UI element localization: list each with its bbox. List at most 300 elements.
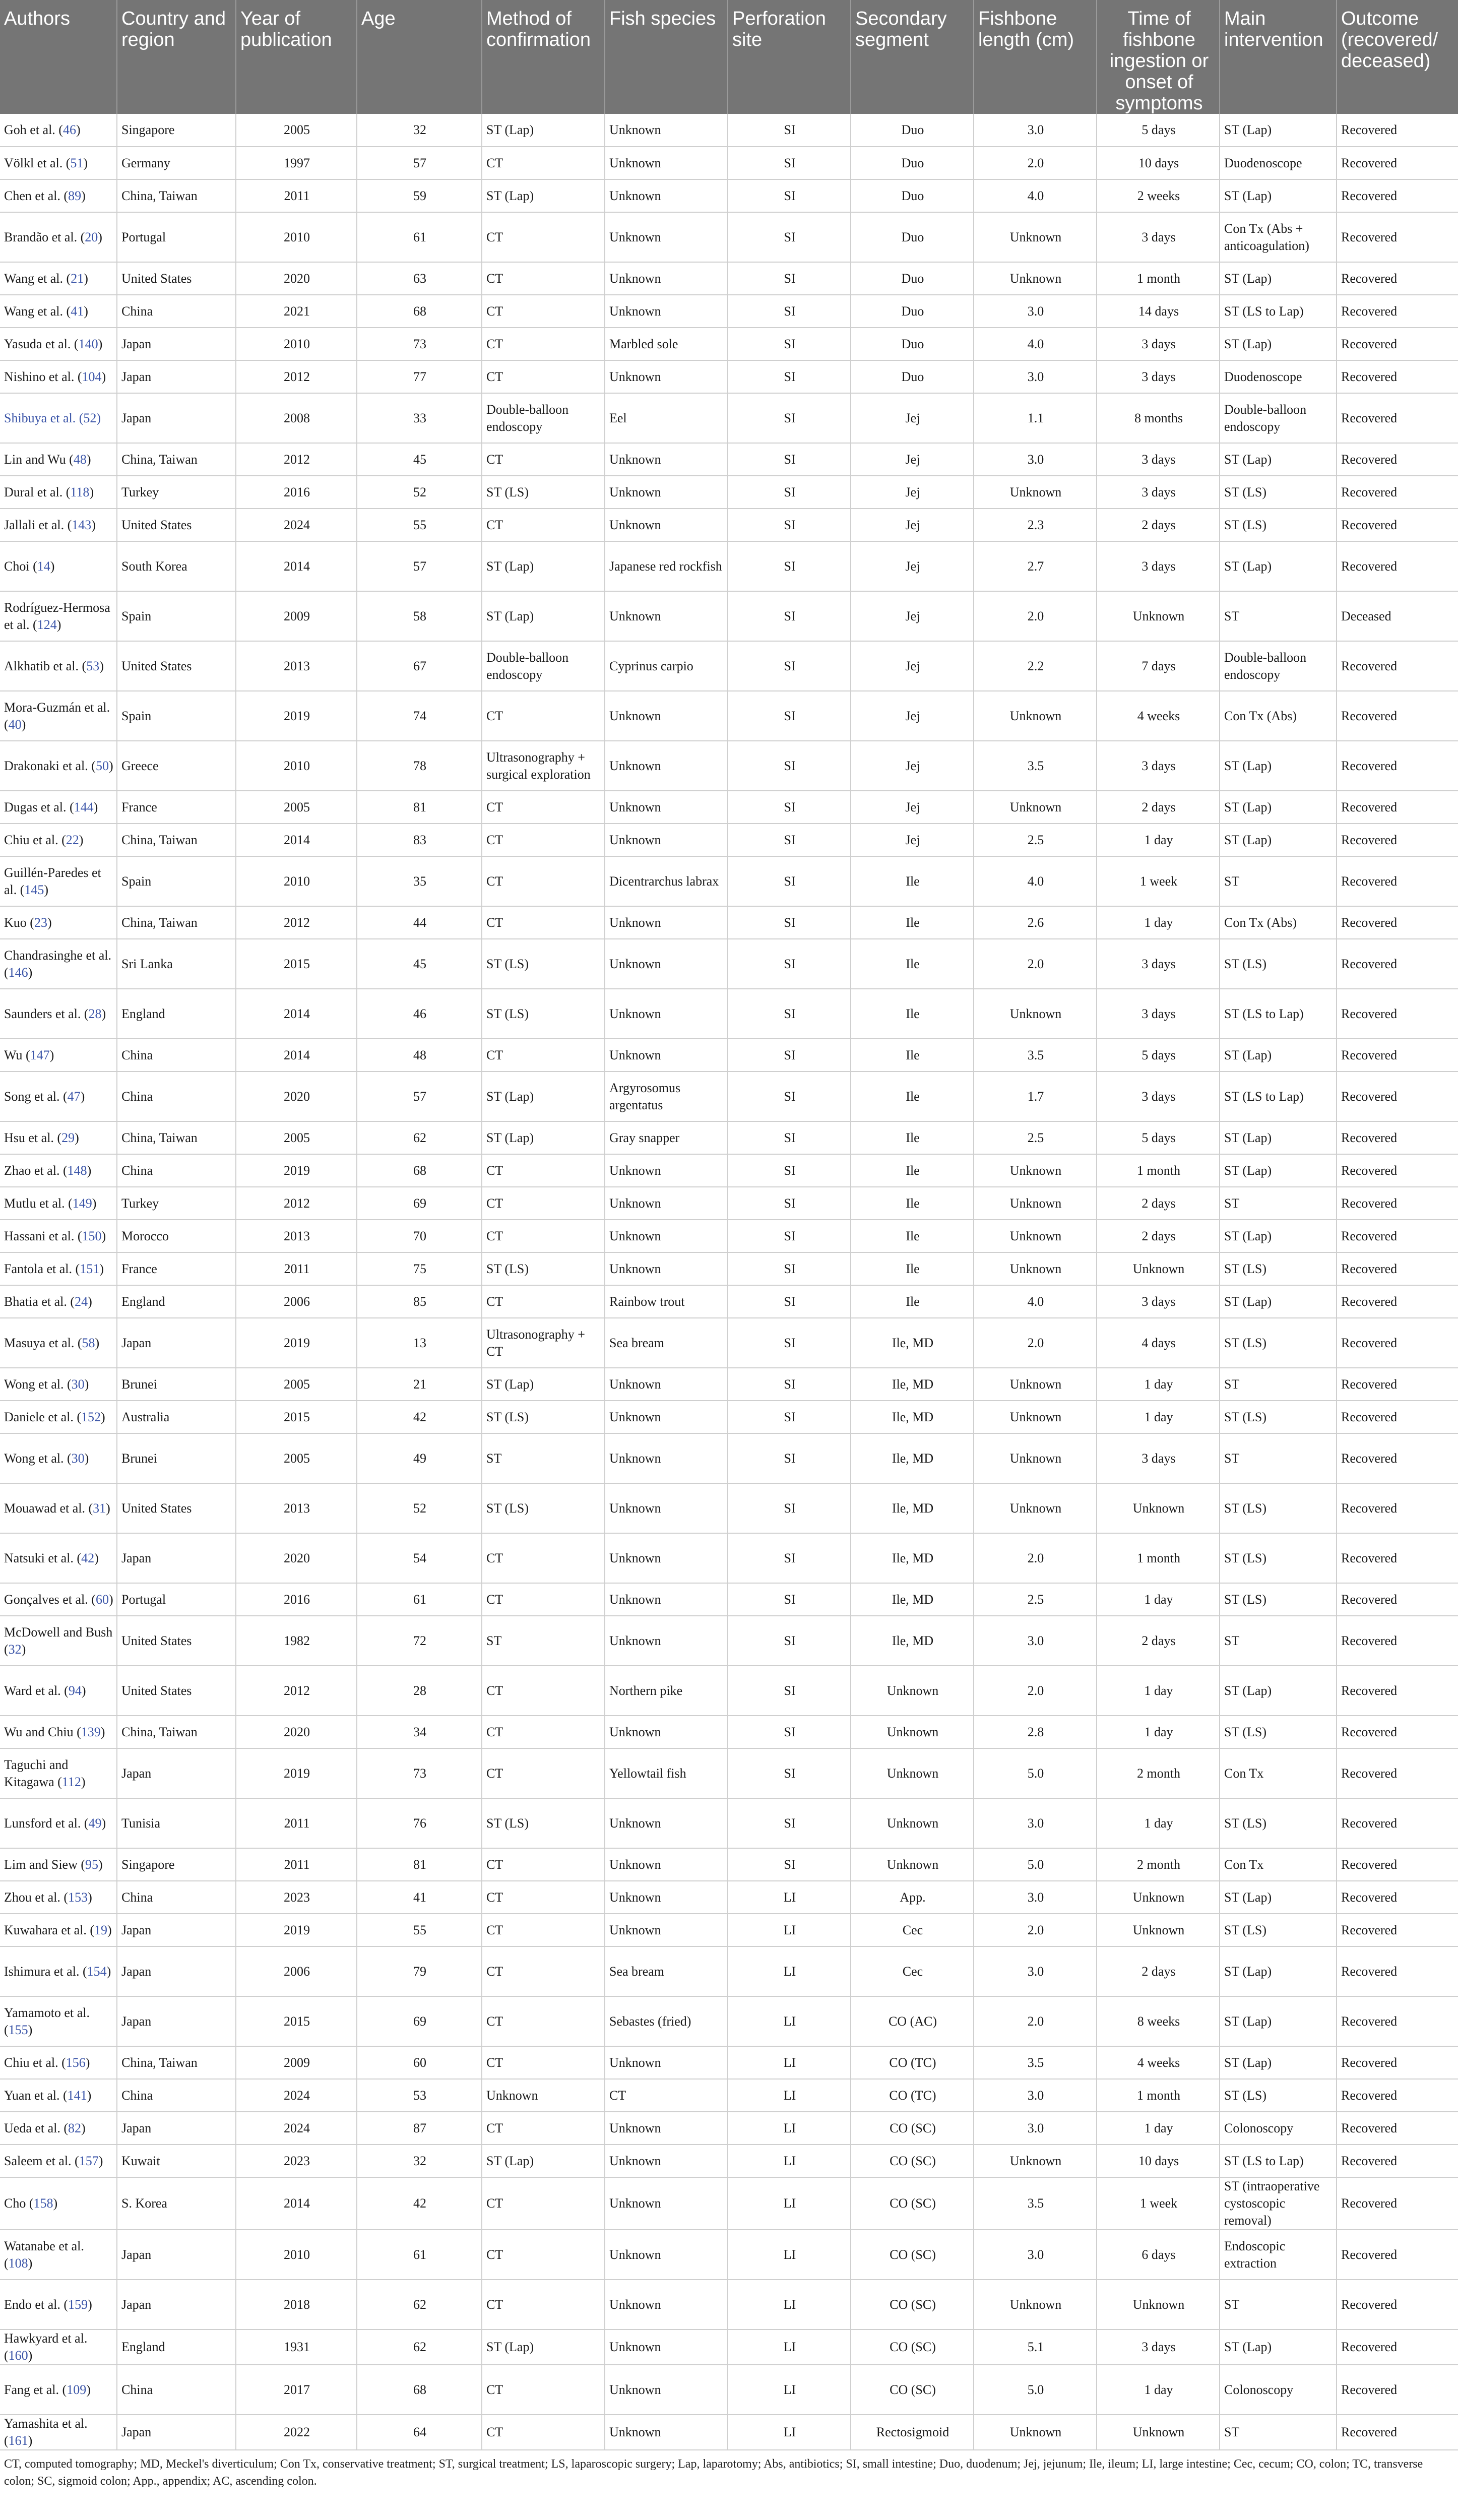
method-cell: CT [482,1881,605,1914]
time-cell: Unknown [1097,1252,1220,1285]
intervention-cell: Duodenoscope [1220,360,1337,393]
method-cell: CT [482,1039,605,1072]
year-cell: 2015 [236,1401,357,1433]
year-cell: 2013 [236,1483,357,1533]
segment-cell: Ile [851,989,974,1039]
age-cell: 68 [357,2365,482,2415]
length-cell: 3.5 [974,1039,1097,1072]
age-cell: 32 [357,114,482,147]
method-cell: CT [482,1285,605,1318]
year-cell: 1931 [236,2329,357,2365]
time-cell: 3 days [1097,541,1220,591]
segment-cell: CO (TC) [851,2046,974,2079]
reference-link[interactable]: 51 [70,155,84,170]
year-cell: 2014 [236,541,357,591]
length-cell: 3.0 [974,2079,1097,2112]
outcome-cell: Recovered [1337,1996,1458,2046]
site-cell: SI [728,1401,851,1433]
fish-cell: Unknown [605,1433,728,1483]
segment-cell: Unknown [851,1716,974,1748]
age-cell: 45 [357,939,482,989]
country-cell: Singapore [117,114,236,147]
reference-link[interactable]: 124 [37,617,57,632]
length-cell: 3.5 [974,2177,1097,2230]
reference-link[interactable]: 23 [34,915,47,930]
segment-cell: CO (SC) [851,2365,974,2415]
col-header-site: Perforation site [728,0,851,114]
author-suffix: ) [28,2433,33,2448]
table-row [0,1368,1458,1401]
reference-link[interactable]: 112 [61,1774,81,1789]
intervention-cell: ST (Lap) [1220,1121,1337,1154]
time-cell: 1 month [1097,2079,1220,2112]
country-cell: China [117,2365,236,2415]
author-suffix: ) [84,271,88,286]
method-cell: ST (LS) [482,939,605,989]
author-suffix: ) [94,1550,99,1565]
fish-cell: CT [605,2079,728,2112]
site-cell: SI [728,147,851,179]
site-cell: SI [728,591,851,641]
time-cell: 3 days [1097,741,1220,791]
segment-cell: Ile [851,939,974,989]
length-cell: 3.5 [974,741,1097,791]
method-cell: Double-balloon endoscopy [482,393,605,443]
length-cell: 3.0 [974,295,1097,328]
site-cell: SI [728,856,851,906]
col-header-year: Year of publication [236,0,357,114]
site-cell: SI [728,1187,851,1220]
author-cell [0,212,117,262]
reference-link[interactable]: 148 [67,1163,87,1178]
author-suffix: ) [81,188,86,203]
table-row [0,2112,1458,2145]
reference-link[interactable]: 150 [82,1228,102,1243]
reference-link[interactable]: 60 [95,1592,109,1607]
year-cell: 2012 [236,1187,357,1220]
author-suffix: ) [93,799,98,814]
reference-link[interactable]: 140 [78,336,98,351]
age-cell: 73 [357,1748,482,1798]
author-name: Lunsford et al. ( [4,1815,89,1831]
author-suffix: ) [86,2382,91,2397]
reference-link[interactable]: 156 [66,2055,86,2070]
outcome-cell: Recovered [1337,1946,1458,1996]
country-cell: Tunisia [117,1798,236,1848]
age-cell: 28 [357,1666,482,1716]
site-cell: SI [728,443,851,476]
outcome-cell: Recovered [1337,1121,1458,1154]
outcome-cell: Recovered [1337,1072,1458,1121]
intervention-cell: ST (Lap) [1220,1285,1337,1318]
reference-link[interactable]: 22 [66,832,79,847]
reference-link[interactable]: 21 [71,271,84,286]
author-cell [0,1583,117,1616]
site-cell: LI [728,2046,851,2079]
method-cell: CT [482,1187,605,1220]
year-cell: 2010 [236,2230,357,2280]
length-cell: 5.0 [974,2365,1097,2415]
length-cell: 4.0 [974,1285,1097,1318]
age-cell: 52 [357,1483,482,1533]
outcome-cell: Recovered [1337,1154,1458,1187]
method-cell: CT [482,509,605,541]
time-cell: 14 days [1097,295,1220,328]
outcome-cell: Recovered [1337,691,1458,741]
intervention-cell: ST (LS to Lap) [1220,1072,1337,1121]
reference-link[interactable]: 30 [71,1451,85,1466]
author-suffix: ) [106,1500,110,1516]
author-name: Mora-Guzmán et al. ( [4,700,110,732]
fish-cell: Unknown [605,1914,728,1946]
reference-link[interactable]: 42 [81,1550,95,1565]
country-cell: Japan [117,2415,236,2450]
author-cell [0,2280,117,2329]
author-suffix: ) [101,1815,106,1831]
reference-link[interactable]: 40 [8,717,22,732]
country-cell: Spain [117,856,236,906]
method-cell: ST (Lap) [482,114,605,147]
author-name: Chiu et al. ( [4,832,66,847]
site-cell: SI [728,1716,851,1748]
author-suffix: ) [81,2120,86,2135]
site-cell: SI [728,824,851,856]
reference-link[interactable]: 41 [71,303,84,319]
reference-link[interactable]: 152 [81,1409,101,1424]
method-cell: ST (Lap) [482,2145,605,2177]
length-cell: 2.0 [974,1318,1097,1368]
intervention-cell: Con Tx [1220,1848,1337,1881]
fish-cell: Gray snapper [605,1121,728,1154]
author-suffix: ) [28,2022,33,2037]
site-cell: SI [728,114,851,147]
site-cell: LI [728,2079,851,2112]
segment-cell: Jej [851,443,974,476]
table-row [0,2079,1458,2112]
segment-cell: CO (AC) [851,1996,974,2046]
intervention-cell: ST (Lap) [1220,1946,1337,1996]
length-cell: 1.1 [974,393,1097,443]
age-cell: 57 [357,147,482,179]
table-row [0,295,1458,328]
site-cell: SI [728,1121,851,1154]
author-suffix: ) [84,1451,89,1466]
reference-link[interactable]: 32 [8,1642,22,1657]
site-cell: SI [728,1252,851,1285]
fish-cell: Unknown [605,1187,728,1220]
reference-link[interactable]: 157 [79,2153,99,2168]
author-suffix: ) [98,2153,103,2168]
reference-link[interactable]: 94 [68,1683,82,1698]
time-cell: 1 day [1097,2112,1220,2145]
age-cell: 67 [357,641,482,691]
reference-link[interactable]: 153 [68,1889,88,1905]
site-cell: SI [728,741,851,791]
intervention-cell: ST (LS) [1220,1252,1337,1285]
country-cell: Brunei [117,1433,236,1483]
country-cell: United States [117,262,236,295]
outcome-cell: Recovered [1337,476,1458,509]
country-cell: England [117,1285,236,1318]
table-row [0,2230,1458,2280]
site-cell: SI [728,1433,851,1483]
year-cell: 2012 [236,1666,357,1716]
reference-link[interactable]: 82 [68,2120,82,2135]
author-cell [0,1121,117,1154]
reference-link[interactable]: 139 [81,1724,101,1739]
time-cell: 1 month [1097,1154,1220,1187]
author-suffix: ) [21,1642,26,1657]
time-cell: 5 days [1097,1039,1220,1072]
reference-link[interactable]: 29 [61,1130,75,1145]
time-cell: 4 days [1097,1318,1220,1368]
fish-cell: Unknown [605,147,728,179]
reference-link[interactable]: 31 [93,1500,106,1516]
outcome-cell: Recovered [1337,791,1458,824]
reference-link[interactable]: 109 [67,2382,87,2397]
table-row [0,2046,1458,2079]
length-cell: 4.0 [974,328,1097,360]
year-cell: 2014 [236,989,357,1039]
country-cell: China, Taiwan [117,824,236,856]
col-header-length: Fishbone length (cm) [974,0,1097,114]
country-cell: Australia [117,1401,236,1433]
age-cell: 68 [357,295,482,328]
outcome-cell: Recovered [1337,906,1458,939]
reference-link[interactable]: 14 [37,558,50,574]
age-cell: 42 [357,1401,482,1433]
length-cell: 2.6 [974,906,1097,939]
year-cell: 2024 [236,2112,357,2145]
fish-cell: Rainbow trout [605,1285,728,1318]
reference-link[interactable]: 151 [80,1261,100,1276]
fish-cell: Unknown [605,1039,728,1072]
reference-link[interactable]: 30 [71,1376,85,1392]
reference-link[interactable]: 46 [62,122,76,137]
reference-link[interactable]: 49 [88,1815,102,1831]
author-cell [0,691,117,741]
year-cell: 2014 [236,824,357,856]
length-cell: 3.0 [974,114,1097,147]
site-cell: SI [728,328,851,360]
year-cell: 2019 [236,1914,357,1946]
table-row [0,443,1458,476]
age-cell: 32 [357,2145,482,2177]
fish-cell: Unknown [605,989,728,1039]
country-cell: United States [117,509,236,541]
intervention-cell: ST (LS) [1220,509,1337,541]
reference-link[interactable]: 95 [85,1857,99,1872]
author-name: Zhou et al. ( [4,1889,69,1905]
outcome-cell: Recovered [1337,1881,1458,1914]
table-row [0,1483,1458,1533]
author-suffix: ) [88,2297,92,2312]
length-cell: Unknown [974,791,1097,824]
reference-link[interactable]: 147 [30,1047,50,1062]
fish-cell: Unknown [605,360,728,393]
fish-cell: Sebastes (fried) [605,1996,728,2046]
intervention-cell: ST (Lap) [1220,741,1337,791]
reference-link[interactable]: 144 [74,799,94,814]
outcome-cell: Recovered [1337,824,1458,856]
reference-link[interactable]: 58 [82,1335,95,1350]
reference-link[interactable]: 89 [68,188,82,203]
fish-cell: Eel [605,393,728,443]
country-cell: France [117,791,236,824]
age-cell: 77 [357,360,482,393]
time-cell: 3 days [1097,1072,1220,1121]
segment-cell: Cec [851,1914,974,1946]
outcome-cell: Recovered [1337,1666,1458,1716]
author-suffix: ) [28,2255,33,2271]
reference-link[interactable]: 141 [67,2088,87,2103]
time-cell: 2 month [1097,1748,1220,1798]
fish-cell: Unknown [605,1798,728,1848]
intervention-cell: ST (Lap) [1220,114,1337,147]
site-cell: LI [728,1914,851,1946]
method-cell: CT [482,1848,605,1881]
site-cell: SI [728,1533,851,1583]
method-cell: CT [482,824,605,856]
intervention-cell: ST (LS) [1220,1716,1337,1748]
intervention-cell: ST (intraoperative cystoscopic removal) [1220,2177,1337,2230]
table-row [0,1401,1458,1433]
reference-link[interactable]: 158 [33,2196,53,2211]
reference-link[interactable]: 108 [8,2255,28,2271]
reference-link[interactable]: 155 [8,2022,28,2037]
author-cell [0,1252,117,1285]
reference-link[interactable]: 146 [8,965,28,980]
intervention-cell: ST (Lap) [1220,541,1337,591]
author-name: Hassani et al. ( [4,1228,82,1243]
time-cell: 10 days [1097,2145,1220,2177]
author-cell [0,2415,117,2450]
reference-link[interactable]: 145 [24,882,44,897]
reference-link[interactable]: 20 [85,229,98,244]
site-cell: SI [728,509,851,541]
reference-link[interactable]: 53 [86,658,100,673]
table-row [0,1583,1458,1616]
author-suffix: ) [100,1724,105,1739]
author-name: Choi ( [4,558,37,574]
reference-link[interactable]: 161 [8,2433,28,2448]
intervention-cell: ST [1220,1368,1337,1401]
age-cell: 49 [357,1433,482,1483]
intervention-cell: ST (Lap) [1220,262,1337,295]
intervention-cell: ST (Lap) [1220,1996,1337,2046]
length-cell: 3.0 [974,2230,1097,2280]
author-cell [0,1401,117,1433]
year-cell: 2011 [236,179,357,212]
method-cell: CT [482,906,605,939]
author-suffix: ) [83,155,88,170]
table-row [0,2415,1458,2450]
age-cell: 62 [357,2280,482,2329]
year-cell: 2021 [236,295,357,328]
method-cell: CT [482,295,605,328]
year-cell: 2012 [236,906,357,939]
site-cell: LI [728,1996,851,2046]
author-suffix: ) [21,717,26,732]
country-cell: Japan [117,1748,236,1798]
time-cell: 1 day [1097,1583,1220,1616]
country-cell: Japan [117,2230,236,2280]
reference-link[interactable]: 48 [73,452,87,467]
reference-link[interactable]: 159 [68,2297,88,2312]
author-cell [0,1848,117,1881]
author-name: Endo et al. ( [4,2297,69,2312]
site-cell: SI [728,476,851,509]
length-cell: 2.7 [974,541,1097,591]
author-cell [0,1154,117,1187]
year-cell: 2022 [236,2415,357,2450]
method-cell: CT [482,212,605,262]
country-cell: United States [117,1616,236,1666]
country-cell: Turkey [117,1187,236,1220]
reference-link[interactable]: 28 [88,1006,102,1021]
author-name: Taguchi and Kitagawa ( [4,1757,69,1789]
intervention-cell: ST (LS) [1220,1533,1337,1583]
reference-link[interactable]: 149 [72,1195,92,1211]
age-cell: 83 [357,824,482,856]
author-cell [0,1616,117,1666]
reference-link[interactable]: 154 [87,1964,107,1979]
method-cell: ST (Lap) [482,179,605,212]
intervention-cell: ST (Lap) [1220,328,1337,360]
time-cell: 1 day [1097,1716,1220,1748]
reference-link[interactable]: 143 [72,517,92,532]
reference-link[interactable]: 50 [95,758,109,773]
age-cell: 72 [357,1616,482,1666]
length-cell: 2.5 [974,1583,1097,1616]
reference-link[interactable]: 118 [70,484,90,499]
time-cell: 1 day [1097,1798,1220,1848]
table-row [0,989,1458,1039]
outcome-cell: Recovered [1337,939,1458,989]
author-name: Wang et al. ( [4,271,71,286]
fish-cell: Unknown [605,212,728,262]
reference-link[interactable]: 160 [8,2348,28,2363]
author-cell [0,2046,117,2079]
author-suffix: ) [108,1592,113,1607]
length-cell: 3.0 [974,1946,1097,1996]
fish-cell: Unknown [605,2112,728,2145]
time-cell: 2 days [1097,1616,1220,1666]
segment-cell: Cec [851,1946,974,1996]
time-cell: 3 days [1097,989,1220,1039]
country-cell: Singapore [117,1848,236,1881]
author-cell [0,1187,117,1220]
outcome-cell: Recovered [1337,328,1458,360]
time-cell: 7 days [1097,641,1220,691]
author-name: Wong et al. ( [4,1451,72,1466]
segment-cell: Jej [851,641,974,691]
reference-link[interactable]: 24 [75,1294,88,1309]
reference-link[interactable]: 47 [67,1089,81,1104]
reference-link[interactable]: 19 [94,1922,108,1937]
table-row [0,691,1458,741]
author-name: Wu and Chiu ( [4,1724,81,1739]
country-cell: Japan [117,1946,236,1996]
method-cell: CT [482,2177,605,2230]
segment-cell: Jej [851,741,974,791]
reference-link[interactable]: 104 [82,369,102,384]
intervention-cell: Colonoscopy [1220,2365,1337,2415]
fish-cell: Unknown [605,2145,728,2177]
reference-link[interactable]: 52 [83,410,97,425]
time-cell: 2 days [1097,1220,1220,1252]
site-cell: SI [728,1798,851,1848]
